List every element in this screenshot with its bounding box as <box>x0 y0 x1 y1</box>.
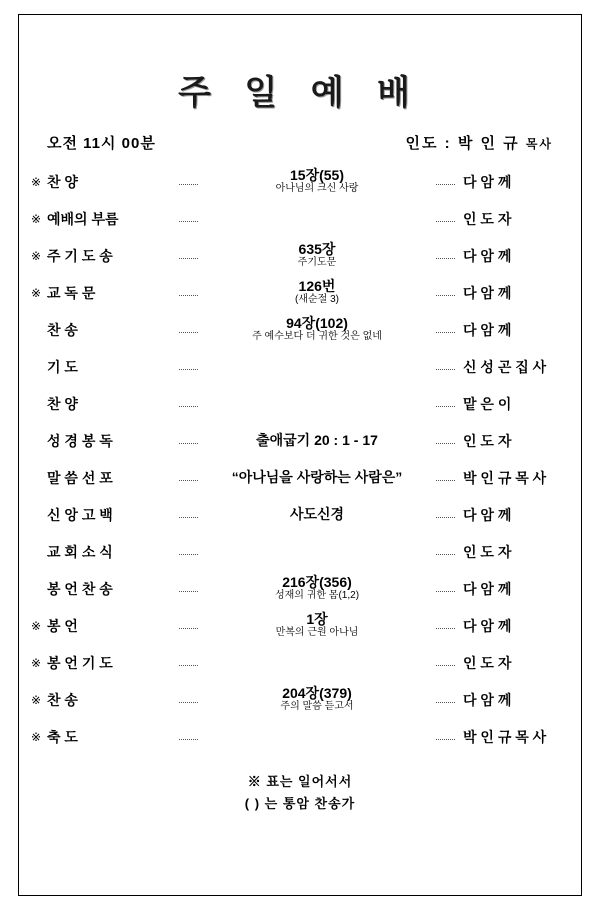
leader-dots <box>179 331 198 333</box>
trailing-dots <box>436 701 455 703</box>
order-item-detail <box>202 686 432 712</box>
standing-mark-icon: ※ <box>31 211 42 226</box>
service-meta <box>47 132 553 153</box>
trailing-dots <box>436 368 455 370</box>
trailing-dots <box>436 220 455 222</box>
order-item-detail <box>202 366 432 367</box>
leader-dots <box>179 664 198 666</box>
order-item-label: 성 경 봉 독 <box>47 432 113 449</box>
order-row <box>31 348 569 385</box>
order-item-performer: 다 암 께 <box>463 247 512 264</box>
order-item-detail-main: 94장(102) <box>286 315 348 332</box>
order-item-label: 교 독 문 <box>47 284 96 301</box>
leader-dots <box>179 368 198 370</box>
order-item-label: 예배의 부름 <box>47 210 119 227</box>
standing-mark-icon: ※ <box>31 692 42 707</box>
order-item-detail-main: 204장(379) <box>282 685 352 702</box>
order-row <box>31 200 569 237</box>
leader-role: 목사 <box>525 137 553 151</box>
order-row <box>31 496 569 533</box>
standing-mark-icon: ※ <box>31 174 42 189</box>
trailing-dots <box>436 553 455 555</box>
order-item-detail <box>202 242 432 268</box>
leader-dots <box>179 590 198 592</box>
order-item-label: 찬 송 <box>47 691 78 708</box>
order-item-detail <box>202 433 432 449</box>
order-item-performer: 다 암 께 <box>463 284 512 301</box>
order-row <box>31 570 569 607</box>
order-item-label: 봉 언 <box>47 617 78 634</box>
order-item-detail-main: 사도신경 <box>289 505 345 522</box>
order-item-detail-main: 126번 <box>298 278 336 295</box>
order-row <box>31 422 569 459</box>
order-item-detail-main: 635장 <box>298 241 336 258</box>
footnote-hymnal: ( ) 는 통암 찬송가 <box>244 796 356 812</box>
bulletin-sheet <box>18 14 582 896</box>
order-item-label: 찬 양 <box>47 173 78 190</box>
order-item-detail-sub: 아나님의 크신 사랑 <box>275 183 359 195</box>
leader-dots <box>179 553 198 555</box>
order-item-label: 신 앙 고 백 <box>47 506 113 523</box>
trailing-dots <box>436 516 455 518</box>
order-item-performer: 다 암 께 <box>463 173 512 190</box>
order-item-performer: 다 암 께 <box>463 691 512 708</box>
order-item-detail-sub: 주기도문 <box>297 257 337 269</box>
order-row <box>31 681 569 718</box>
trailing-dots <box>436 331 455 333</box>
service-time: 오전 11시 00분 <box>47 135 156 152</box>
order-item-detail-sub: 성재의 귀한 몸(1,2) <box>274 590 360 602</box>
order-row <box>31 533 569 570</box>
order-item-detail-main: “아나님을 사랑하는 사람은” <box>231 468 403 485</box>
order-item-detail-main: 216장(356) <box>282 574 352 591</box>
order-item-detail <box>202 575 432 601</box>
order-item-detail-sub: 주 예수보다 더 귀한 것은 없네 <box>252 331 382 343</box>
standing-mark-icon: ※ <box>31 618 42 633</box>
order-item-detail <box>202 662 432 663</box>
order-item-performer: 다 암 께 <box>463 617 512 634</box>
order-item-label: 주 기 도 송 <box>47 247 113 264</box>
order-item-detail-main: 15장(55) <box>290 167 344 184</box>
trailing-dots <box>436 183 455 185</box>
leader-dots <box>179 516 198 518</box>
order-item-performer: 인 도 자 <box>463 210 512 227</box>
order-item-label: 교 회 소 식 <box>47 543 113 560</box>
order-item-label: 봉 언 기 도 <box>47 654 113 671</box>
order-row <box>31 459 569 496</box>
order-item-detail <box>202 403 432 404</box>
order-row <box>31 385 569 422</box>
order-row <box>31 311 569 348</box>
order-item-detail-main: 출애굽기 20 : 1 - 17 <box>256 431 378 448</box>
standing-mark-icon: ※ <box>31 655 42 670</box>
trailing-dots <box>436 627 455 629</box>
leader-dots <box>179 257 198 259</box>
order-row <box>31 274 569 311</box>
order-item-detail-sub: (새순절 3) <box>295 294 339 306</box>
leader-dots <box>179 479 198 481</box>
standing-mark-icon: ※ <box>31 248 42 263</box>
order-item-label: 찬 송 <box>47 321 78 338</box>
leader-dots <box>179 220 198 222</box>
order-item-performer: 다 암 께 <box>463 506 512 523</box>
order-item-detail <box>202 736 432 737</box>
order-item-performer: 맡 은 이 <box>463 395 512 412</box>
order-item-detail <box>202 507 432 523</box>
leader-dots <box>179 294 198 296</box>
trailing-dots <box>436 405 455 407</box>
order-item-label: 축 도 <box>47 728 78 745</box>
order-row <box>31 237 569 274</box>
trailing-dots <box>436 442 455 444</box>
bulletin-inner <box>31 25 569 885</box>
order-item-detail <box>202 470 432 486</box>
order-item-detail-sub: 만복의 근원 아나님 <box>275 627 359 639</box>
page-title: 주 일 예 배 <box>178 74 422 112</box>
order-item-label: 기 도 <box>47 358 78 375</box>
order-item-detail <box>202 168 432 194</box>
trailing-dots <box>436 590 455 592</box>
leader-dots <box>179 701 198 703</box>
order-item-detail-main: 1장 <box>306 611 328 628</box>
leader-name: 박 인 규 <box>457 135 520 152</box>
order-item-performer: 인 도 자 <box>463 654 512 671</box>
footnotes <box>31 771 569 815</box>
order-item-performer: 인 도 자 <box>463 432 512 449</box>
leader-dots <box>179 442 198 444</box>
order-row <box>31 163 569 200</box>
trailing-dots <box>436 294 455 296</box>
order-item-performer: 신 성 곤 집 사 <box>463 358 547 375</box>
standing-mark-icon: ※ <box>31 729 42 744</box>
trailing-dots <box>436 738 455 740</box>
trailing-dots <box>436 664 455 666</box>
order-row <box>31 718 569 755</box>
order-item-label: 찬 양 <box>47 395 78 412</box>
order-item-detail-sub: 주의 말씀 듣고서 <box>280 701 354 713</box>
order-item-performer: 다 암 께 <box>463 321 512 338</box>
order-item-performer: 다 암 께 <box>463 580 512 597</box>
order-item-detail <box>202 612 432 638</box>
order-row <box>31 607 569 644</box>
leader-dots <box>179 183 198 185</box>
order-item-detail <box>202 279 432 305</box>
leader-label: 인도 : <box>405 135 452 152</box>
order-item-detail <box>202 218 432 219</box>
trailing-dots <box>436 479 455 481</box>
order-item-detail <box>202 316 432 342</box>
order-item-label: 봉 언 찬 송 <box>47 580 113 597</box>
order-of-service-list <box>31 163 569 755</box>
order-item-detail <box>202 551 432 552</box>
order-item-label: 말 씀 선 포 <box>47 469 113 486</box>
service-leader <box>406 132 554 153</box>
footnote-standing: ※ 표는 일어서서 <box>247 774 353 789</box>
leader-dots <box>179 405 198 407</box>
standing-mark-icon: ※ <box>31 285 42 300</box>
trailing-dots <box>436 257 455 259</box>
order-item-performer: 박 인 규 목 사 <box>463 728 547 745</box>
leader-dots <box>179 738 198 740</box>
order-item-performer: 박 인 규 목 사 <box>463 469 547 486</box>
order-item-performer: 인 도 자 <box>463 543 512 560</box>
leader-dots <box>179 627 198 629</box>
order-row <box>31 644 569 681</box>
